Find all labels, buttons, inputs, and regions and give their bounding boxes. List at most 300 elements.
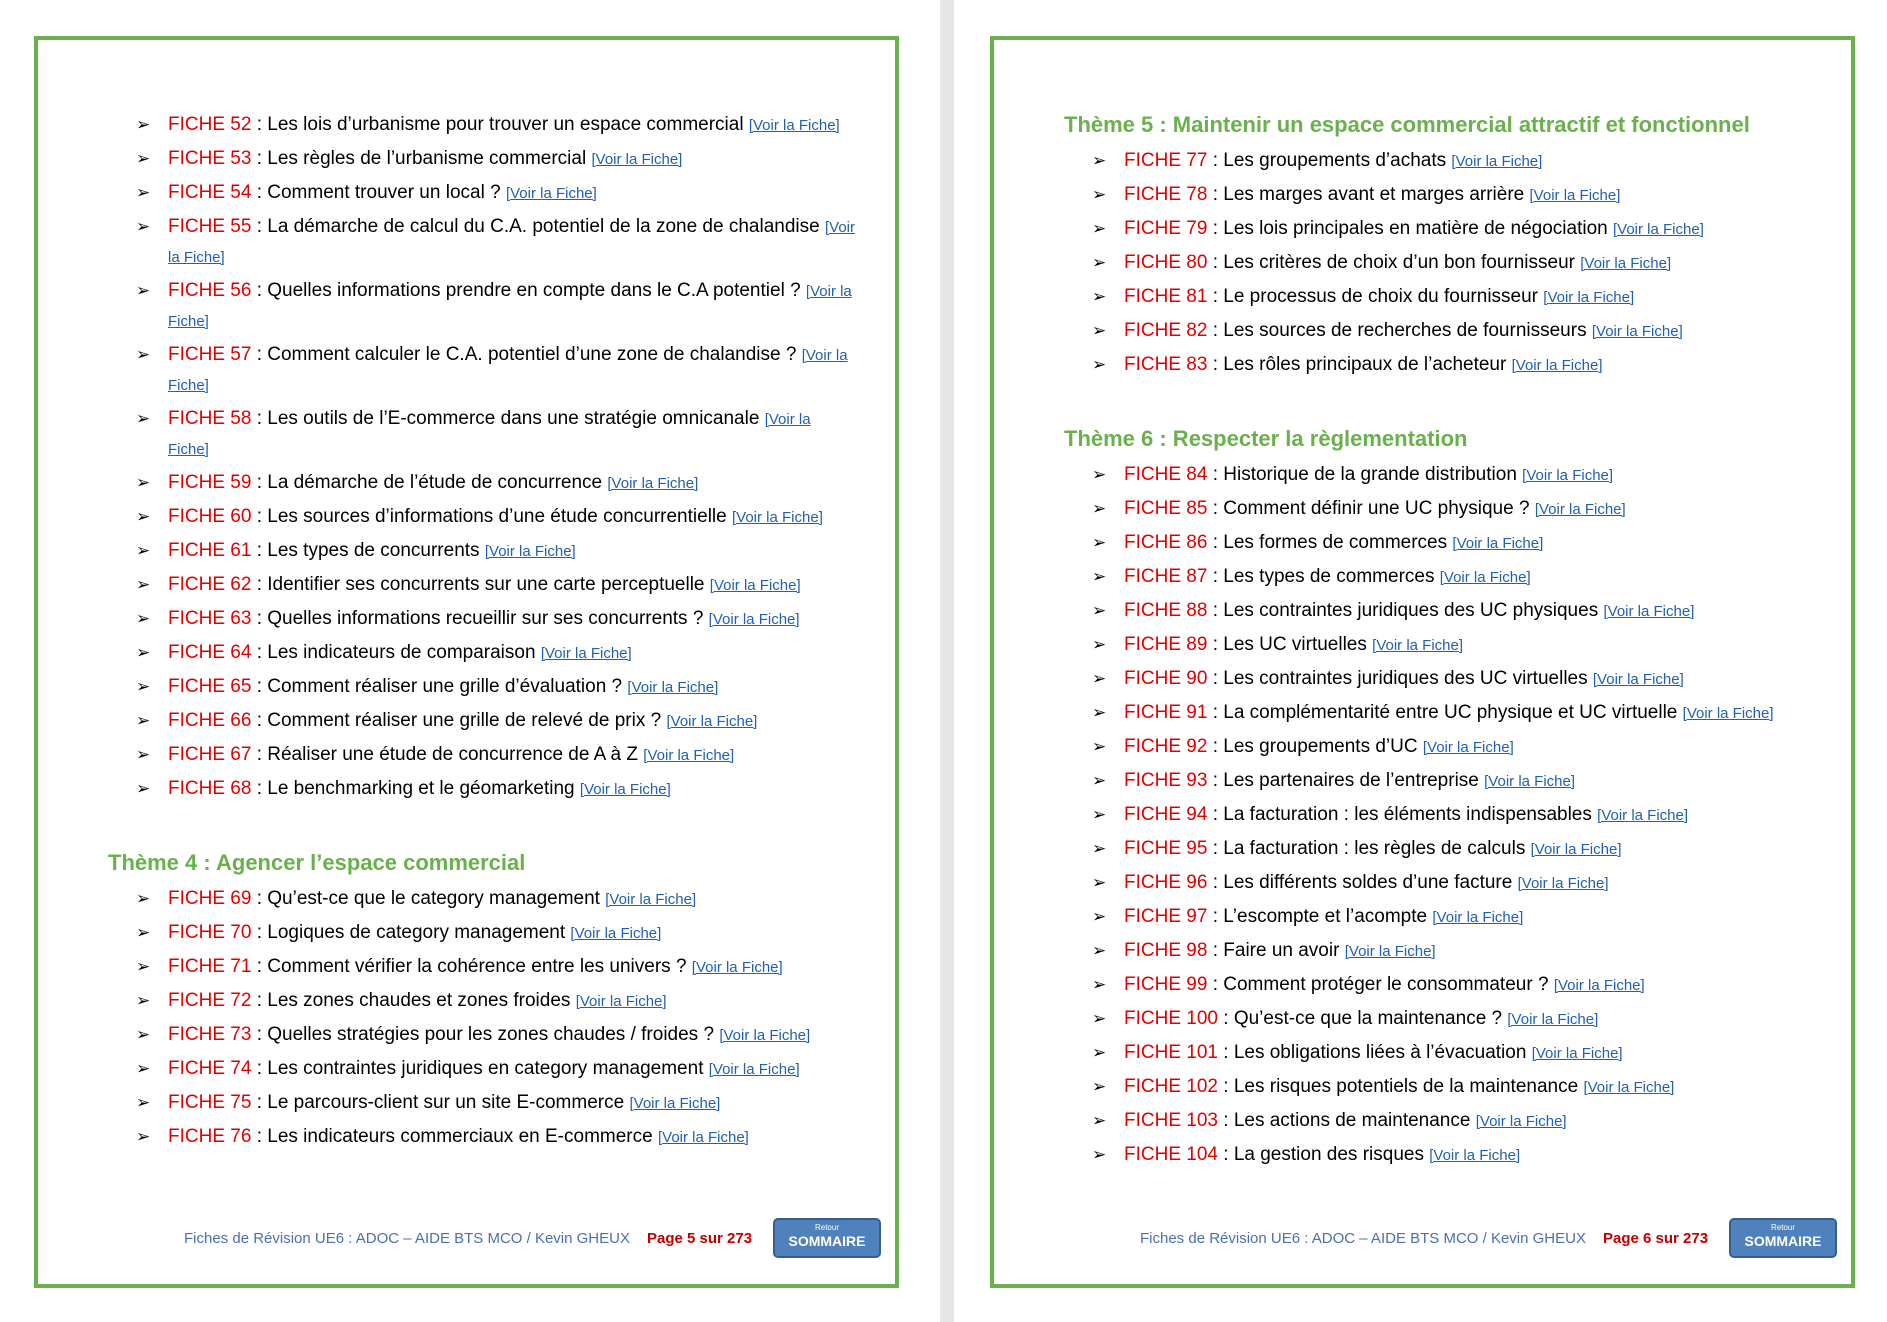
- fiche-number: FICHE 88: [1124, 600, 1208, 621]
- separator: :: [1207, 252, 1224, 273]
- voir-la-fiche-link[interactable]: [Voir la Fiche]: [168, 219, 855, 266]
- fiche-number: FICHE 53: [168, 148, 252, 169]
- fiche-number: FICHE 97: [1124, 906, 1208, 927]
- fiche-title: Le parcours-client sur un site E-commerce: [267, 1092, 625, 1113]
- fiche-title: Les différents soldes d’une facture: [1223, 872, 1513, 893]
- arrow-bullet-icon: ➢: [1092, 151, 1107, 170]
- fiche-title: Comment trouver un local ?: [267, 182, 501, 203]
- fiche-number: FICHE 67: [168, 744, 252, 765]
- voir-la-fiche-link[interactable]: [Voir la Fiche]: [579, 781, 671, 798]
- retour-sommaire-button[interactable]: [773, 1218, 881, 1258]
- fiche-number: FICHE 55: [168, 216, 252, 237]
- arrow-bullet-icon: ➢: [1092, 907, 1107, 926]
- fiche-list-item: [136, 276, 855, 336]
- voir-la-fiche-link[interactable]: [Voir la Fiche]: [575, 993, 667, 1010]
- fiche-list-item: [136, 212, 855, 272]
- fiche-title: La gestion des risques: [1233, 1144, 1424, 1165]
- page-number: Page 5 sur 273: [647, 1230, 753, 1247]
- fiche-number: FICHE 93: [1124, 770, 1208, 791]
- voir-la-fiche-link[interactable]: [Voir la Fiche]: [1591, 323, 1683, 340]
- voir-la-fiche-link[interactable]: [Voir la Fiche]: [591, 151, 683, 168]
- fiche-number: FICHE 69: [168, 888, 252, 909]
- separator: :: [251, 888, 268, 909]
- fiche-number: FICHE 52: [168, 114, 252, 135]
- voir-la-fiche-link[interactable]: [Voir la Fiche]: [1517, 875, 1609, 892]
- arrow-bullet-icon: ➢: [1092, 805, 1107, 824]
- fiche-title: Les contraintes juridiques des UC physiques: [1223, 600, 1599, 621]
- fiche-title: Comment définir une UC physique ?: [1223, 498, 1530, 519]
- separator: :: [251, 990, 268, 1011]
- fiche-title: La démarche de calcul du C.A. potentiel de la zone de chalandise: [267, 216, 820, 237]
- fiche-title: Comment réaliser une grille d’évaluation ?: [267, 676, 623, 697]
- fiche-title: Les contraintes juridiques en category management: [267, 1058, 704, 1079]
- arrow-bullet-icon: ➢: [136, 711, 151, 730]
- voir-la-fiche-link[interactable]: [Voir la Fiche]: [708, 1061, 800, 1078]
- separator: :: [1217, 1042, 1234, 1063]
- arrow-bullet-icon: ➢: [136, 923, 151, 942]
- fiche-number: FICHE 92: [1124, 736, 1208, 757]
- voir-la-fiche-link[interactable]: [Voir la Fiche]: [666, 713, 758, 730]
- voir-la-fiche-link[interactable]: [Voir la Fiche]: [629, 1095, 721, 1112]
- fiche-title: Les risques potentiels de la maintenance: [1233, 1076, 1579, 1097]
- fiche-number: FICHE 84: [1124, 464, 1208, 485]
- fiche-list-item: [1092, 970, 1811, 1000]
- separator: :: [1217, 1144, 1234, 1165]
- voir-la-fiche-link[interactable]: [Voir la Fiche]: [719, 1027, 811, 1044]
- fiche-list-item: [136, 952, 855, 982]
- voir-la-fiche-link[interactable]: [Voir la Fiche]: [748, 117, 840, 134]
- voir-la-fiche-link[interactable]: [Voir la Fiche]: [1372, 637, 1464, 654]
- separator: :: [1207, 974, 1224, 995]
- arrow-bullet-icon: ➢: [1092, 703, 1107, 722]
- fiche-list-item: [136, 986, 855, 1016]
- document-page-6: [990, 36, 1855, 1288]
- fiche-title: Faire un avoir: [1223, 940, 1340, 961]
- separator: :: [251, 956, 268, 977]
- fiche-title: La démarche de l’étude de concurrence: [267, 472, 603, 493]
- voir-la-fiche-link[interactable]: [Voir la Fiche]: [1429, 1147, 1521, 1164]
- arrow-bullet-icon: ➢: [1092, 321, 1107, 340]
- arrow-bullet-icon: ➢: [1092, 669, 1107, 688]
- fiche-number: FICHE 58: [168, 408, 252, 429]
- fiche-title: Les contraintes juridiques des UC virtuelles: [1223, 668, 1588, 689]
- fiche-number: FICHE 76: [168, 1126, 252, 1147]
- fiche-number: FICHE 66: [168, 710, 252, 731]
- fiche-title: Les groupements d’achats: [1223, 150, 1447, 171]
- separator: :: [251, 608, 268, 629]
- arrow-bullet-icon: ➢: [136, 1127, 151, 1146]
- fiche-title: Qu’est-ce que la maintenance ?: [1233, 1008, 1503, 1029]
- fiche-number: FICHE 68: [168, 778, 252, 799]
- fiche-list-item: [136, 536, 855, 566]
- arrow-bullet-icon: ➢: [1092, 1145, 1107, 1164]
- separator: :: [1207, 464, 1224, 485]
- fiche-title: Les formes de commerces: [1223, 532, 1448, 553]
- fiche-number: FICHE 65: [168, 676, 252, 697]
- fiche-number: FICHE 77: [1124, 150, 1208, 171]
- arrow-bullet-icon: ➢: [1092, 601, 1107, 620]
- fiche-list-item: [1092, 664, 1811, 694]
- arrow-bullet-icon: ➢: [1092, 737, 1107, 756]
- fiche-list: [108, 110, 855, 804]
- fiche-number: FICHE 79: [1124, 218, 1208, 239]
- separator: :: [1207, 940, 1224, 961]
- voir-la-fiche-link[interactable]: [Voir la Fiche]: [1534, 501, 1626, 518]
- fiche-title: Les actions de maintenance: [1233, 1110, 1471, 1131]
- fiche-number: FICHE 87: [1124, 566, 1208, 587]
- fiche-title: Comment calculer le C.A. potentiel d’une zone de chalandise ?: [267, 344, 797, 365]
- arrow-bullet-icon: ➢: [136, 609, 151, 628]
- separator: :: [251, 1092, 268, 1113]
- fiche-title: Les rôles principaux de l’acheteur: [1223, 354, 1507, 375]
- fiche-number: FICHE 100: [1124, 1008, 1218, 1029]
- arrow-bullet-icon: ➢: [1092, 355, 1107, 374]
- fiche-list-item: [1092, 698, 1811, 728]
- sommaire-label: SOMMAIRE: [1744, 1233, 1822, 1249]
- fiche-number: FICHE 78: [1124, 184, 1208, 205]
- voir-la-fiche-link[interactable]: [Voir la Fiche]: [657, 1129, 749, 1146]
- voir-la-fiche-link[interactable]: [Voir la Fiche]: [1511, 357, 1603, 374]
- voir-la-fiche-link[interactable]: [Voir la Fiche]: [1543, 289, 1635, 306]
- fiche-list-item: [1092, 732, 1811, 762]
- fiche-title: Les UC virtuelles: [1223, 634, 1367, 655]
- voir-la-fiche-link[interactable]: [Voir la Fiche]: [1592, 671, 1684, 688]
- fiche-number: FICHE 60: [168, 506, 252, 527]
- fiche-number: FICHE 96: [1124, 872, 1208, 893]
- arrow-bullet-icon: ➢: [136, 889, 151, 908]
- page-content: [1064, 112, 1811, 1174]
- arrow-bullet-icon: ➢: [136, 991, 151, 1010]
- fiche-number: FICHE 57: [168, 344, 252, 365]
- fiche-title: Réaliser une étude de concurrence de A à Z: [267, 744, 639, 765]
- fiche-title: Comment réaliser une grille de relevé de prix ?: [267, 710, 662, 731]
- voir-la-fiche-link[interactable]: [Voir la Fiche]: [708, 611, 800, 628]
- fiche-title: Qu’est-ce que le category management: [267, 888, 600, 909]
- fiche-list: [108, 884, 855, 1152]
- arrow-bullet-icon: ➢: [136, 115, 151, 134]
- voir-la-fiche-link[interactable]: [Voir la Fiche]: [505, 185, 597, 202]
- fiche-list-item: [136, 502, 855, 532]
- voir-la-fiche-link[interactable]: [Voir la Fiche]: [1529, 187, 1621, 204]
- separator: :: [1207, 804, 1224, 825]
- fiche-number: FICHE 91: [1124, 702, 1208, 723]
- fiche-title: Les outils de l’E-commerce dans une stratégie omnicanale: [267, 408, 760, 429]
- fiche-title: Les indicateurs de comparaison: [267, 642, 536, 663]
- arrow-bullet-icon: ➢: [136, 643, 151, 662]
- fiche-list-item: [1092, 630, 1811, 660]
- fiche-number: FICHE 85: [1124, 498, 1208, 519]
- separator: :: [1207, 498, 1224, 519]
- arrow-bullet-icon: ➢: [136, 183, 151, 202]
- sommaire-label: SOMMAIRE: [788, 1233, 866, 1249]
- separator: :: [1207, 702, 1224, 723]
- separator: :: [251, 1024, 268, 1045]
- fiche-title: La facturation : les éléments indispensables: [1223, 804, 1592, 825]
- voir-la-fiche-link[interactable]: [Voir la Fiche]: [691, 959, 783, 976]
- fiche-number: FICHE 62: [168, 574, 252, 595]
- fiche-title: Les types de commerces: [1223, 566, 1435, 587]
- voir-la-fiche-link[interactable]: [Voir la Fiche]: [627, 679, 719, 696]
- retour-label: Retour: [814, 1223, 839, 1232]
- fiche-list-item: [1092, 494, 1811, 524]
- fiche-list-item: [1092, 562, 1811, 592]
- fiche-number: FICHE 99: [1124, 974, 1208, 995]
- fiche-list-item: [136, 706, 855, 736]
- separator: :: [1207, 872, 1224, 893]
- separator: :: [251, 1126, 268, 1147]
- fiche-list-item: [1092, 766, 1811, 796]
- fiche-number: FICHE 70: [168, 922, 252, 943]
- fiche-number: FICHE 90: [1124, 668, 1208, 689]
- voir-la-fiche-link[interactable]: [Voir la Fiche]: [1553, 977, 1645, 994]
- arrow-bullet-icon: ➢: [136, 1059, 151, 1078]
- fiche-number: FICHE 103: [1124, 1110, 1218, 1131]
- fiche-list-item: [1092, 248, 1811, 278]
- fiche-list-item: [1092, 350, 1811, 380]
- arrow-bullet-icon: ➢: [136, 575, 151, 594]
- separator: :: [251, 114, 268, 135]
- footer-text: Fiches de Révision UE6 : ADOC – AIDE BTS MCO / Kevin GHEUX: [184, 1230, 630, 1247]
- separator: :: [251, 280, 268, 301]
- fiche-number: FICHE 56: [168, 280, 252, 301]
- fiche-title: La facturation : les règles de calculs: [1223, 838, 1526, 859]
- fiche-list-item: [1092, 528, 1811, 558]
- fiche-list-item: [136, 570, 855, 600]
- arrow-bullet-icon: ➢: [1092, 635, 1107, 654]
- arrow-bullet-icon: ➢: [1092, 941, 1107, 960]
- arrow-bullet-icon: ➢: [136, 957, 151, 976]
- arrow-bullet-icon: ➢: [1092, 499, 1107, 518]
- separator: :: [251, 344, 268, 365]
- fiche-title: Comment vérifier la cohérence entre les univers ?: [267, 956, 687, 977]
- fiche-number: FICHE 73: [168, 1024, 252, 1045]
- arrow-bullet-icon: ➢: [136, 473, 151, 492]
- arrow-bullet-icon: ➢: [136, 779, 151, 798]
- separator: :: [1207, 354, 1224, 375]
- fiche-list-item: [136, 774, 855, 804]
- fiche-title: Le benchmarking et le géomarketing: [267, 778, 575, 799]
- voir-la-fiche-link[interactable]: [Voir la Fiche]: [1583, 1079, 1675, 1096]
- voir-la-fiche-link[interactable]: [Voir la Fiche]: [1613, 221, 1704, 238]
- voir-la-fiche-link[interactable]: [Voir la Fiche]: [1452, 535, 1544, 552]
- fiche-list-item: [136, 884, 855, 914]
- fiche-list-item: [1092, 936, 1811, 966]
- arrow-bullet-icon: ➢: [136, 507, 151, 526]
- separator: :: [1207, 838, 1224, 859]
- arrow-bullet-icon: ➢: [1092, 533, 1107, 552]
- fiche-number: FICHE 83: [1124, 354, 1208, 375]
- fiche-list-item: [136, 638, 855, 668]
- fiche-number: FICHE 94: [1124, 804, 1208, 825]
- arrow-bullet-icon: ➢: [1092, 1077, 1107, 1096]
- voir-la-fiche-link[interactable]: [Voir la Fiche]: [607, 475, 699, 492]
- fiche-number: FICHE 80: [1124, 252, 1208, 273]
- arrow-bullet-icon: ➢: [136, 345, 151, 364]
- fiche-number: FICHE 95: [1124, 838, 1208, 859]
- fiche-title: Identifier ses concurrents sur une carte perceptuelle: [267, 574, 705, 595]
- arrow-bullet-icon: ➢: [1092, 219, 1107, 238]
- voir-la-fiche-link[interactable]: [Voir la Fiche]: [484, 543, 576, 560]
- voir-la-fiche-link[interactable]: [Voir la Fiche]: [1344, 943, 1436, 960]
- separator: :: [1207, 668, 1224, 689]
- voir-la-fiche-link[interactable]: [Voir la Fiche]: [1530, 841, 1622, 858]
- fiche-list-item: [136, 404, 855, 464]
- theme-heading: Thème 4 : Agencer l’espace commercial: [108, 850, 526, 875]
- fiche-number: FICHE 74: [168, 1058, 252, 1079]
- separator: :: [251, 408, 268, 429]
- page-footer: [38, 1218, 895, 1262]
- fiche-list: [1064, 460, 1811, 1170]
- voir-la-fiche-link[interactable]: [Voir la Fiche]: [540, 645, 632, 662]
- fiche-number: FICHE 101: [1124, 1042, 1218, 1063]
- fiche-list-item: [1092, 800, 1811, 830]
- voir-la-fiche-link[interactable]: [Voir la Fiche]: [1422, 739, 1514, 756]
- arrow-bullet-icon: ➢: [1092, 567, 1107, 586]
- separator: :: [1207, 532, 1224, 553]
- fiche-list-item: [136, 110, 855, 140]
- voir-la-fiche-link[interactable]: [Voir la Fiche]: [168, 283, 852, 330]
- separator: :: [251, 506, 268, 527]
- fiche-list-item: [1092, 282, 1811, 312]
- fiche-list-item: [1092, 1004, 1811, 1034]
- voir-la-fiche-link[interactable]: [Voir la Fiche]: [1484, 773, 1576, 790]
- fiche-title: Les obligations liées à l’évacuation: [1233, 1042, 1527, 1063]
- fiche-title: Les lois d’urbanisme pour trouver un espace commercial: [267, 114, 744, 135]
- separator: :: [251, 642, 268, 663]
- fiche-number: FICHE 63: [168, 608, 252, 629]
- separator: :: [1207, 634, 1224, 655]
- arrow-bullet-icon: ➢: [1092, 1111, 1107, 1130]
- voir-la-fiche-link[interactable]: [Voir la Fiche]: [1475, 1113, 1567, 1130]
- fiche-title: Logiques de category management: [267, 922, 566, 943]
- page-content: [108, 110, 855, 1156]
- page-footer: [994, 1218, 1851, 1262]
- fiche-list-item: [136, 468, 855, 498]
- arrow-bullet-icon: ➢: [1092, 771, 1107, 790]
- voir-la-fiche-link[interactable]: [Voir la Fiche]: [1451, 153, 1543, 170]
- separator: :: [251, 472, 268, 493]
- fiche-list: [1064, 146, 1811, 380]
- separator: :: [1207, 906, 1224, 927]
- fiche-title: Les règles de l’urbanisme commercial: [267, 148, 587, 169]
- fiche-list-item: [136, 144, 855, 174]
- arrow-bullet-icon: ➢: [1092, 185, 1107, 204]
- separator: :: [1217, 1008, 1234, 1029]
- arrow-bullet-icon: ➢: [136, 409, 151, 428]
- fiche-number: FICHE 75: [168, 1092, 252, 1113]
- fiche-number: FICHE 89: [1124, 634, 1208, 655]
- voir-la-fiche-link[interactable]: [Voir la Fiche]: [1507, 1011, 1599, 1028]
- voir-la-fiche-link[interactable]: [Voir la Fiche]: [709, 577, 801, 594]
- fiche-number: FICHE 86: [1124, 532, 1208, 553]
- voir-la-fiche-link[interactable]: [Voir la Fiche]: [643, 747, 735, 764]
- fiche-title: Quelles informations recueillir sur ses concurrents ?: [267, 608, 704, 629]
- fiche-title: Les sources d’informations d’une étude concurrentielle: [267, 506, 727, 527]
- fiche-list-item: [1092, 1038, 1811, 1068]
- separator: :: [1207, 566, 1224, 587]
- fiche-number: FICHE 64: [168, 642, 252, 663]
- voir-la-fiche-link[interactable]: [Voir la Fiche]: [1432, 909, 1524, 926]
- fiche-title: Historique de la grande distribution: [1223, 464, 1517, 485]
- fiche-list-item: [1092, 180, 1811, 210]
- arrow-bullet-icon: ➢: [1092, 253, 1107, 272]
- fiche-number: FICHE 71: [168, 956, 252, 977]
- voir-la-fiche-link[interactable]: [Voir la Fiche]: [605, 891, 697, 908]
- fiche-list-item: [1092, 868, 1811, 898]
- fiche-list-item: [1092, 1106, 1811, 1136]
- page-gutter: [940, 0, 954, 1322]
- separator: :: [251, 778, 268, 799]
- voir-la-fiche-link[interactable]: [Voir la Fiche]: [1603, 603, 1695, 620]
- voir-la-fiche-link[interactable]: [Voir la Fiche]: [1580, 255, 1672, 272]
- fiche-list-item: [1092, 460, 1811, 490]
- separator: :: [1207, 600, 1224, 621]
- fiche-number: FICHE 81: [1124, 286, 1208, 307]
- fiche-list-item: [136, 1020, 855, 1050]
- separator: :: [251, 710, 268, 731]
- voir-la-fiche-link[interactable]: [Voir la Fiche]: [1682, 705, 1774, 722]
- voir-la-fiche-link[interactable]: [Voir la Fiche]: [1522, 467, 1614, 484]
- voir-la-fiche-link[interactable]: [Voir la Fiche]: [1597, 807, 1689, 824]
- fiche-list-item: [136, 1088, 855, 1118]
- arrow-bullet-icon: ➢: [136, 1025, 151, 1044]
- separator: :: [251, 922, 268, 943]
- separator: :: [251, 182, 268, 203]
- fiche-title: L’escompte et l’acompte: [1223, 906, 1428, 927]
- arrow-bullet-icon: ➢: [1092, 975, 1107, 994]
- fiche-list-item: [1092, 214, 1811, 244]
- fiche-list-item: [1092, 146, 1811, 176]
- separator: :: [1207, 218, 1224, 239]
- fiche-list-item: [1092, 316, 1811, 346]
- voir-la-fiche-link[interactable]: [Voir la Fiche]: [168, 411, 811, 458]
- document-page-5: [34, 36, 899, 1288]
- theme-heading: Thème 5 : Maintenir un espace commercial attractif et fonctionnel: [1064, 112, 1750, 137]
- separator: :: [251, 744, 268, 765]
- separator: :: [1217, 1076, 1234, 1097]
- voir-la-fiche-link[interactable]: [Voir la Fiche]: [168, 347, 848, 394]
- separator: :: [1207, 770, 1224, 791]
- voir-la-fiche-link[interactable]: [Voir la Fiche]: [731, 509, 823, 526]
- separator: :: [251, 1058, 268, 1079]
- voir-la-fiche-link[interactable]: [Voir la Fiche]: [1531, 1045, 1623, 1062]
- fiche-list-item: [136, 1054, 855, 1084]
- retour-label: Retour: [1770, 1223, 1795, 1232]
- fiche-title: Les partenaires de l’entreprise: [1223, 770, 1479, 791]
- fiche-list-item: [136, 672, 855, 702]
- fiche-title: Les zones chaudes et zones froides: [267, 990, 571, 1011]
- fiche-title: Les marges avant et marges arrière: [1223, 184, 1525, 205]
- fiche-number: FICHE 104: [1124, 1144, 1218, 1165]
- separator: :: [251, 574, 268, 595]
- voir-la-fiche-link[interactable]: [Voir la Fiche]: [570, 925, 662, 942]
- fiche-list-item: [1092, 834, 1811, 864]
- separator: :: [1207, 184, 1224, 205]
- separator: :: [251, 540, 268, 561]
- retour-sommaire-button[interactable]: [1729, 1218, 1837, 1258]
- fiche-title: Quelles stratégies pour les zones chaudes / froides ?: [267, 1024, 715, 1045]
- voir-la-fiche-link[interactable]: [Voir la Fiche]: [1439, 569, 1531, 586]
- arrow-bullet-icon: ➢: [1092, 873, 1107, 892]
- fiche-title: Quelles informations prendre en compte dans le C.A potentiel ?: [267, 280, 801, 301]
- fiche-number: FICHE 82: [1124, 320, 1208, 341]
- fiche-list-item: [1092, 1140, 1811, 1170]
- arrow-bullet-icon: ➢: [1092, 287, 1107, 306]
- arrow-bullet-icon: ➢: [136, 677, 151, 696]
- arrow-bullet-icon: ➢: [136, 217, 151, 236]
- fiche-title: Les types de concurrents: [267, 540, 480, 561]
- fiche-list-item: [136, 740, 855, 770]
